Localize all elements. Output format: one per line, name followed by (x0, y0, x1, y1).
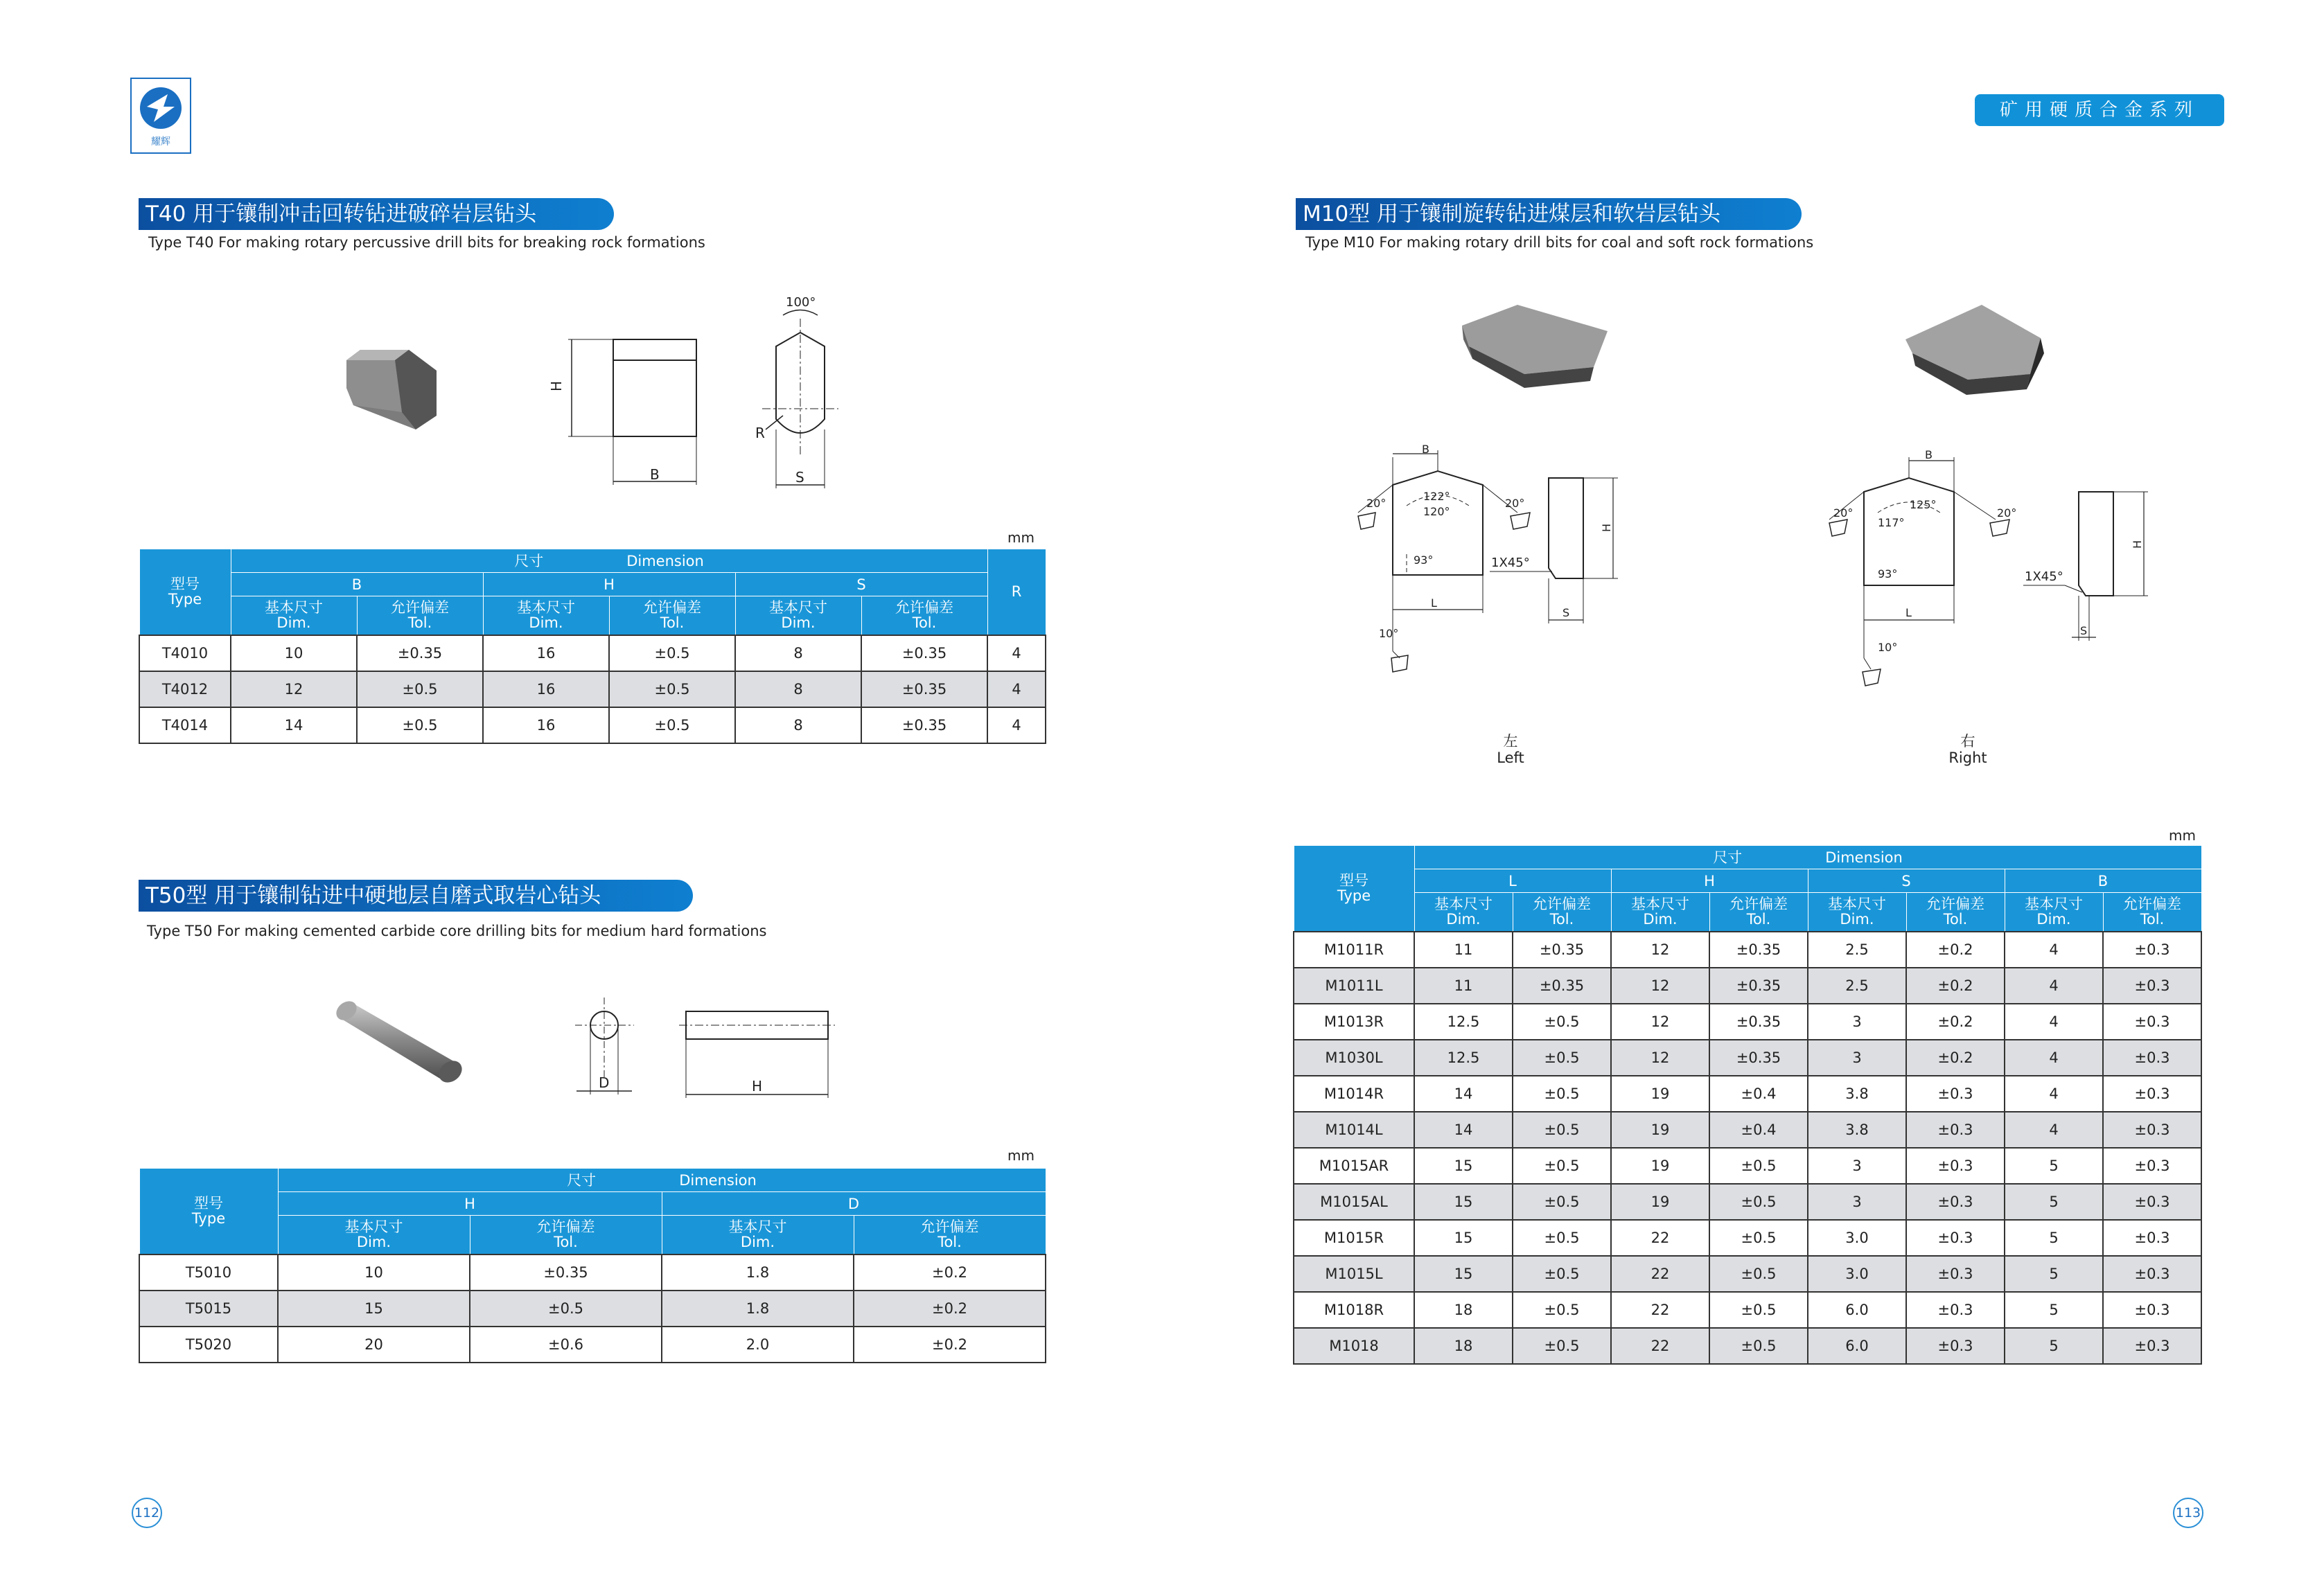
t40-spec-table (139, 549, 1046, 744)
value-cell: ±0.5 (1513, 1220, 1611, 1256)
value-cell: 15 (1414, 1256, 1513, 1292)
group-header-s: S (1808, 869, 2005, 893)
value-cell: 11 (1414, 932, 1513, 968)
value-cell: ±0.35 (1513, 932, 1611, 968)
value-cell: 19 (1611, 1148, 1709, 1184)
value-cell: ±0.5 (1709, 1184, 1808, 1220)
m10-right-angle125: 125° (1910, 498, 1937, 511)
model-cell: M1015AR (1294, 1148, 1414, 1184)
table-row (1294, 1184, 2201, 1220)
tol-header: 允许偏差 Tol. (861, 596, 987, 635)
value-cell: 3 (1808, 1004, 1906, 1040)
value-cell: 4 (2005, 1040, 2103, 1076)
m10-left-angle93: 93° (1414, 553, 1434, 567)
value-cell: ±0.3 (1906, 1148, 2005, 1184)
m10-right-outline (1829, 457, 2009, 686)
value-cell: 5 (2005, 1292, 2103, 1328)
value-cell: ±0.3 (1906, 1328, 2005, 1364)
value-cell: 19 (1611, 1076, 1709, 1112)
m10-left-l-label: L (1431, 596, 1437, 610)
t50-spec-table (139, 1168, 1046, 1363)
m10-right-l-label: L (1905, 606, 1912, 619)
value-cell: 5 (2005, 1328, 2103, 1364)
model-cell: M1014R (1294, 1076, 1414, 1112)
value-cell: ±0.5 (1513, 1040, 1611, 1076)
value-cell: ±0.3 (2103, 1004, 2201, 1040)
value-cell: 5 (2005, 1220, 2103, 1256)
value-cell: 5 (2005, 1256, 2103, 1292)
table-row (1294, 1256, 2201, 1292)
table-row (1294, 1328, 2201, 1364)
value-cell: 19 (1611, 1184, 1709, 1220)
value-cell: 6.0 (1808, 1328, 1906, 1364)
value-cell: ±0.35 (1709, 932, 1808, 968)
table-row (1294, 1292, 2201, 1328)
t50-h-label: H (752, 1078, 763, 1094)
value-cell: ±0.3 (1906, 1292, 2005, 1328)
value-cell: 18 (1414, 1328, 1513, 1364)
table-row (1294, 1148, 2201, 1184)
value-cell: ±0.3 (2103, 1076, 2201, 1112)
value-cell: ±0.5 (1513, 1004, 1611, 1040)
value-cell: ±0.3 (2103, 1040, 2201, 1076)
m10-right-side-view (2023, 492, 2148, 641)
model-cell: M1030L (1294, 1040, 1414, 1076)
value-cell: 22 (1611, 1220, 1709, 1256)
value-cell: 14 (1414, 1076, 1513, 1112)
value-cell: ±0.3 (2103, 968, 2201, 1004)
value-cell: 3 (1808, 1148, 1906, 1184)
value-cell: ±0.3 (2103, 1256, 2201, 1292)
table-row (1294, 1004, 2201, 1040)
t40-r-label: R (755, 425, 765, 441)
value-cell: 12 (1611, 1040, 1709, 1076)
m10-right-caption: 右 Right (1948, 733, 1987, 766)
value-cell: ±0.4 (1709, 1076, 1808, 1112)
value-cell: 4 (2005, 1076, 2103, 1112)
page-number-left: 112 (132, 1498, 162, 1528)
table-row (1294, 1076, 2201, 1112)
value-cell: ±0.5 (1513, 1184, 1611, 1220)
group-header-l: L (1414, 869, 1611, 893)
m10-section-title: M10型 用于镶制旋转钻进煤层和软岩层钻头 (1296, 198, 1802, 230)
value-cell: 12 (1611, 968, 1709, 1004)
group-header-h: H (483, 573, 735, 596)
table-row (1294, 1040, 2201, 1076)
table-row: T5020 20 ±0.6 2.0 ±0.2 (139, 1327, 1046, 1363)
t50-drawing (319, 984, 859, 1108)
value-cell: ±0.3 (1906, 1112, 2005, 1148)
m10-right-s-label: S (2080, 624, 2088, 637)
t50-section-title: T50型 用于镶制钻进中硬地层自磨式取岩心钻头 (139, 880, 693, 912)
value-cell: 4 (2005, 1004, 2103, 1040)
value-cell: 4 (2005, 1112, 2103, 1148)
value-cell: 3.0 (1808, 1220, 1906, 1256)
m10-right-angle93: 93° (1878, 567, 1898, 580)
value-cell: 3.8 (1808, 1076, 1906, 1112)
value-cell: ±0.3 (2103, 1112, 2201, 1148)
group-header-s: S (735, 573, 987, 596)
value-cell: 3.0 (1808, 1256, 1906, 1292)
dim-header: 基本尺寸 Dim. (231, 596, 357, 635)
m10-left-b-label: B (1422, 443, 1429, 456)
dim-header: 基本尺寸 Dim. (2005, 893, 2103, 932)
group-header-b: B (231, 573, 483, 596)
value-cell: ±0.35 (1709, 1040, 1808, 1076)
m10-left-angle20a: 20° (1366, 497, 1387, 510)
logo-text: 耀辉 (151, 136, 170, 148)
value-cell: 4 (2005, 968, 2103, 1004)
m10-left-angle10: 10° (1379, 627, 1399, 640)
model-cell: M1015R (1294, 1220, 1414, 1256)
dim-header: 基本尺寸 Dim. (1808, 893, 1906, 932)
tol-header: 允许偏差 Tol. (357, 596, 483, 635)
value-cell: 3 (1808, 1040, 1906, 1076)
value-cell: ±0.5 (1513, 1292, 1611, 1328)
model-cell: M1011R (1294, 932, 1414, 968)
t40-section-subtitle: Type T40 For making rotary percussive drill bits for breaking rock formations (148, 234, 705, 251)
value-cell: 14 (1414, 1112, 1513, 1148)
value-cell: 22 (1611, 1328, 1709, 1364)
tol-header: 允许偏差 Tol. (2103, 893, 2201, 932)
value-cell: ±0.2 (1906, 1004, 2005, 1040)
r-header: R (987, 549, 1046, 635)
m10-right-angle10: 10° (1878, 641, 1898, 654)
group-header-b: B (2005, 869, 2201, 893)
m10-left-angle120: 120° (1423, 505, 1450, 518)
t40-b-label: B (650, 466, 660, 483)
group-header-h: H (1611, 869, 1808, 893)
dim-header: 基本尺寸 Dim. (735, 596, 861, 635)
dim-header: 基本尺寸 Dim. (662, 1216, 854, 1254)
m10-right-b-label: B (1925, 450, 1933, 461)
dimension-header: 尺寸 Dimension (231, 549, 987, 573)
value-cell: 5 (2005, 1184, 2103, 1220)
m10-left-drawing (1351, 443, 1642, 693)
value-cell: ±0.3 (1906, 1256, 2005, 1292)
tol-header: 允许偏差 Tol. (1709, 893, 1808, 932)
model-cell: M1013R (1294, 1004, 1414, 1040)
series-badge: 矿用硬质合金系列 (1975, 94, 2224, 126)
value-cell: ±0.5 (1709, 1256, 1808, 1292)
value-cell: ±0.35 (1709, 1004, 1808, 1040)
tol-header: 允许偏差 Tol. (1513, 893, 1611, 932)
t50-d-label: D (599, 1074, 610, 1091)
table-row (1294, 968, 2201, 1004)
value-cell: ±0.3 (2103, 1220, 2201, 1256)
m10-right-insert-image (1899, 298, 2065, 402)
value-cell: ±0.3 (1906, 1076, 2005, 1112)
m10-right-angle20a: 20° (1833, 506, 1854, 520)
value-cell: 5 (2005, 1148, 2103, 1184)
value-cell: 3 (1808, 1184, 1906, 1220)
m10-left-chamfer-label: 1X45° (1491, 556, 1530, 570)
group-header-d: D (662, 1192, 1046, 1216)
dim-header: 基本尺寸 Dim. (1414, 893, 1513, 932)
value-cell: ±0.3 (2103, 1328, 2201, 1364)
t40-s-label: S (795, 469, 804, 486)
value-cell: 12.5 (1414, 1004, 1513, 1040)
value-cell: ±0.5 (1513, 1328, 1611, 1364)
value-cell: 11 (1414, 968, 1513, 1004)
value-cell: ±0.5 (1709, 1220, 1808, 1256)
value-cell: ±0.5 (1513, 1076, 1611, 1112)
value-cell: 6.0 (1808, 1292, 1906, 1328)
value-cell: 2.5 (1808, 968, 1906, 1004)
t40-h-label: H (548, 380, 565, 391)
dimension-header: 尺寸 Dimension (278, 1169, 1046, 1192)
m10-left-insert-image (1455, 298, 1621, 395)
m10-left-caption: 左 Left (1497, 733, 1524, 766)
company-logo (130, 78, 191, 154)
tol-header: 允许偏差 Tol. (470, 1216, 662, 1254)
value-cell: ±0.2 (1906, 932, 2005, 968)
type-header: 型号 Type (139, 1169, 278, 1254)
value-cell: ±0.3 (2103, 1292, 2201, 1328)
value-cell: ±0.5 (1709, 1292, 1808, 1328)
value-cell: 3.8 (1808, 1112, 1906, 1148)
type-header: 型号 Type (1294, 846, 1414, 932)
model-cell: M1018 (1294, 1328, 1414, 1364)
value-cell: 15 (1414, 1184, 1513, 1220)
value-cell: ±0.3 (2103, 932, 2201, 968)
value-cell: 19 (1611, 1112, 1709, 1148)
m10-left-angle20b: 20° (1505, 497, 1525, 510)
m10-spec-table (1293, 845, 2202, 1365)
m10-table-body (1294, 932, 2201, 1364)
m10-section-subtitle: Type M10 For making rotary drill bits for coal and soft rock formations (1305, 234, 1814, 251)
tol-header: 允许偏差 Tol. (609, 596, 735, 635)
value-cell: ±0.2 (1906, 1040, 2005, 1076)
tol-header: 允许偏差 Tol. (854, 1216, 1046, 1254)
t40-angle-label: 100° (786, 295, 816, 310)
dimension-header: 尺寸 Dimension (1414, 846, 2201, 869)
table-row: T4012 12 ±0.5 16 ±0.5 8 ±0.35 4 (139, 671, 1046, 707)
table-row: T5010 10 ±0.35 1.8 ±0.2 (139, 1254, 1046, 1291)
value-cell: ±0.35 (1513, 968, 1611, 1004)
value-cell: 12.5 (1414, 1040, 1513, 1076)
t40-unit: mm (1007, 529, 1035, 546)
t50-section-subtitle: Type T50 For making cemented carbide core drilling bits for medium hard formations (147, 923, 767, 939)
group-header-h: H (278, 1192, 662, 1216)
t40-section-title: T40 用于镶制冲击回转钻进破碎岩层钻头 (139, 198, 614, 230)
value-cell: ±0.5 (1513, 1112, 1611, 1148)
table-row: T5015 15 ±0.5 1.8 ±0.2 (139, 1291, 1046, 1327)
model-cell: M1014L (1294, 1112, 1414, 1148)
m10-right-angle117: 117° (1878, 516, 1905, 529)
value-cell: 12 (1611, 1004, 1709, 1040)
t50-unit: mm (1007, 1147, 1035, 1164)
table-row: T4014 14 ±0.5 16 ±0.5 8 ±0.35 4 (139, 707, 1046, 743)
m10-right-angle20b: 20° (1997, 506, 2017, 520)
m10-right-h-label: H (2131, 540, 2144, 549)
table-row (1294, 1112, 2201, 1148)
value-cell: 12 (1611, 932, 1709, 968)
m10-right-drawing (1808, 450, 2155, 707)
t40-insert-3d-image (346, 350, 437, 429)
value-cell: 22 (1611, 1292, 1709, 1328)
value-cell: ±0.3 (2103, 1184, 2201, 1220)
table-row (1294, 932, 2201, 968)
model-cell: M1015AL (1294, 1184, 1414, 1220)
type-header: 型号 Type (139, 549, 231, 635)
value-cell: ±0.2 (1906, 968, 2005, 1004)
value-cell: 22 (1611, 1256, 1709, 1292)
t40-side-view (762, 310, 838, 489)
value-cell: 15 (1414, 1220, 1513, 1256)
value-cell: ±0.3 (1906, 1184, 2005, 1220)
table-row (1294, 1220, 2201, 1256)
value-cell: ±0.5 (1709, 1328, 1808, 1364)
table-row: T4010 10 ±0.35 16 ±0.5 8 ±0.35 4 (139, 635, 1046, 671)
value-cell: 15 (1414, 1148, 1513, 1184)
value-cell: ±0.5 (1709, 1148, 1808, 1184)
value-cell: ±0.5 (1513, 1148, 1611, 1184)
m10-left-h-label: H (1600, 523, 1613, 532)
t40-front-view (568, 339, 696, 485)
value-cell: ±0.5 (1513, 1256, 1611, 1292)
value-cell: ±0.3 (1906, 1220, 2005, 1256)
dim-header: 基本尺寸 Dim. (278, 1216, 470, 1254)
model-cell: M1015L (1294, 1256, 1414, 1292)
page-number-right: 113 (2173, 1498, 2203, 1528)
model-cell: M1011L (1294, 968, 1414, 1004)
dim-header: 基本尺寸 Dim. (483, 596, 609, 635)
value-cell: 4 (2005, 932, 2103, 968)
m10-unit: mm (2169, 827, 2196, 844)
t50-rod-3d-image (333, 998, 466, 1087)
model-cell: M1018R (1294, 1292, 1414, 1328)
m10-left-angle122: 122° (1423, 490, 1450, 503)
dim-header: 基本尺寸 Dim. (1611, 893, 1709, 932)
value-cell: 18 (1414, 1292, 1513, 1328)
tol-header: 允许偏差 Tol. (1906, 893, 2005, 932)
t40-drawing (333, 291, 873, 499)
value-cell: ±0.35 (1709, 968, 1808, 1004)
value-cell: ±0.3 (2103, 1148, 2201, 1184)
m10-right-chamfer-label: 1X45° (2025, 569, 2063, 584)
m10-left-s-label: S (1562, 606, 1570, 619)
value-cell: 2.5 (1808, 932, 1906, 968)
value-cell: ±0.4 (1709, 1112, 1808, 1148)
